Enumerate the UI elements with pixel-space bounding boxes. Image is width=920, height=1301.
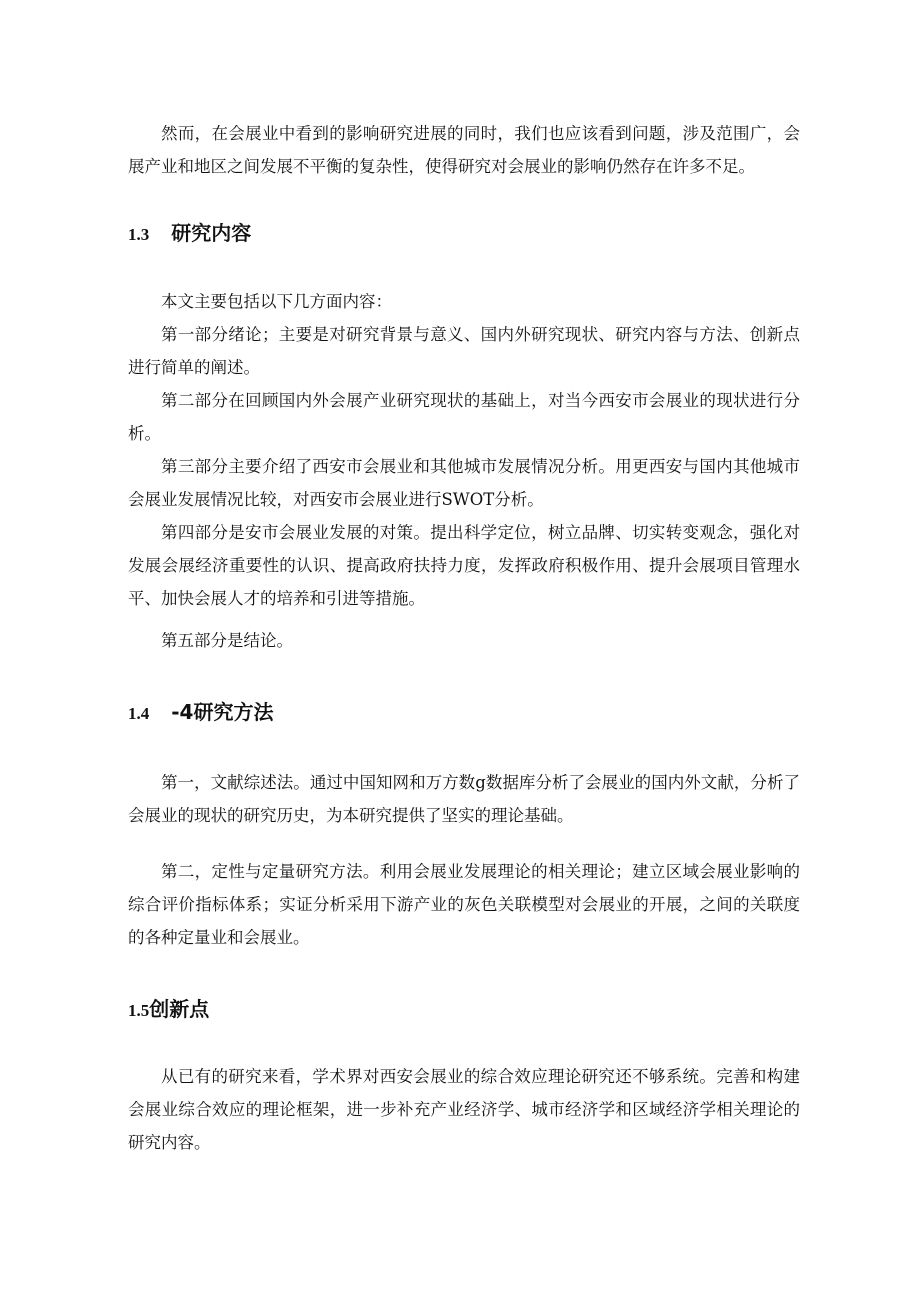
paragraph: 从已有的研究来看，学术界对西安会展业的综合效应理论研究还不够系统。完善和构建会展业综合效应的理论框架，进一步补充产业经济学、城市经济学和区域经济学相关理论的研究内容。 bbox=[128, 1067, 800, 1152]
paragraph: 本文主要包括以下几方面内容： bbox=[161, 292, 392, 311]
paragraph: 第二部分在回顾国内外会展产业研究现状的基础上，对当今西安市会展业的现状进行分析。 bbox=[128, 391, 800, 443]
section-number: 1.5 bbox=[128, 1001, 150, 1020]
section-heading-1-5 bbox=[128, 994, 209, 1026]
paragraph: 第四部分是安市会展业发展的对策。提出科学定位，树立品牌、切实转变观念，强化对发展会展经济重要性的认识、提高政府扶持力度，发挥政府积极作用、提升会展项目管理水平、加快会展人才的培养和引进等措施。 bbox=[128, 523, 800, 608]
section-number: 1.3 bbox=[128, 225, 150, 244]
section-title: 创新点 bbox=[149, 997, 210, 1021]
paragraph: 第一部分绪论；主要是对研究背景与意义、国内外研究现状、研究内容与方法、创新点进行简单的阐述。 bbox=[128, 325, 800, 377]
intro-paragraph: 然而，在会展业中看到的影响研究进展的同时，我们也应该看到问题，涉及范围广，会展产业和地区之间发展不平衡的复杂性，使得研究对会展业的影响仍然存在许多不足。 bbox=[128, 124, 800, 176]
section-heading-1-4 bbox=[128, 697, 273, 729]
paragraph: 第二，定性与定量研究方法。利用会展业发展理论的相关理论；建立区域会展业影响的综合评价指标体系；实证分析采用下游产业的灰色关联模型对会展业的开展，之间的关联度的各种定量业和会展业。 bbox=[128, 862, 800, 947]
paragraph: 第一，文献综述法。通过中国知网和万方数g数据库分析了会展业的国内外文献，分析了会展业的现状的研究历史，为本研究提供了坚实的理论基础。 bbox=[128, 773, 800, 825]
paragraph: 第五部分是结论。 bbox=[161, 631, 293, 650]
section-heading-1-3 bbox=[128, 218, 251, 250]
paragraph: 第三部分主要介绍了西安市会展业和其他城市发展情况分析。用更西安与国内其他城市会展业发展情况比较，对西安市会展业进行SWOT分析。 bbox=[128, 457, 800, 509]
section-title: 研究内容 bbox=[171, 221, 252, 245]
section-number: 1.4 bbox=[128, 704, 150, 723]
section-title: -4研究方法 bbox=[171, 700, 274, 724]
